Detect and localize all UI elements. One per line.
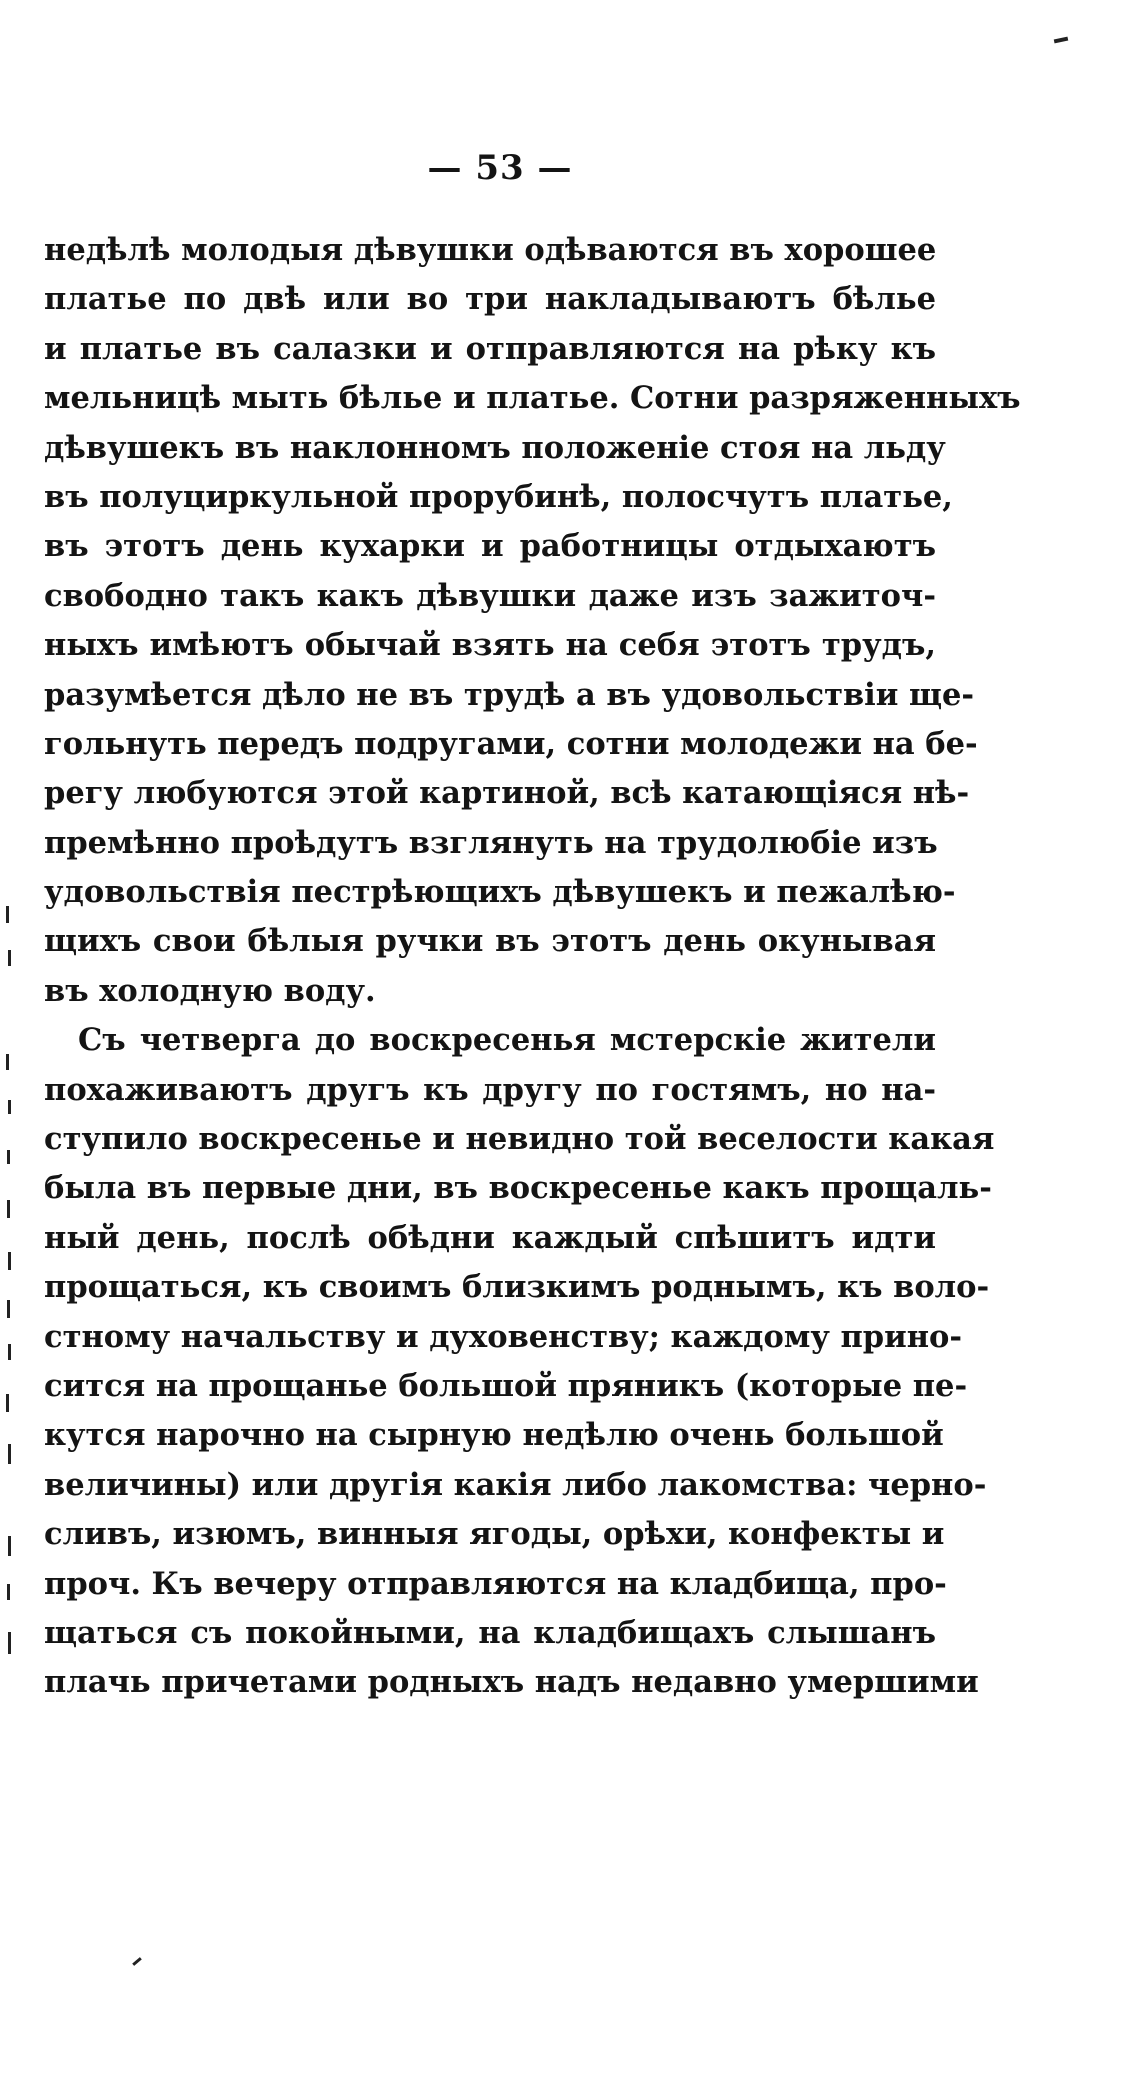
margin-mark xyxy=(6,1394,9,1412)
text-line: регу любуются этой картиной, всѣ катающіяся нѣ- xyxy=(44,775,970,812)
text-line: ный день, послѣ обѣдни каждый спѣшитъ идти xyxy=(44,1219,936,1256)
text-line: премѣнно проѣдутъ взглянуть на трудолюбіе изъ xyxy=(44,824,938,861)
stray-mark xyxy=(132,1957,142,1966)
body-text xyxy=(44,226,1021,1708)
text-line: похаживаютъ другъ къ другу по гостямъ, но на- xyxy=(44,1071,936,1108)
text-line: въ холодную воду. xyxy=(44,972,376,1009)
margin-mark xyxy=(8,1632,11,1654)
page-number: — 53 — xyxy=(427,148,573,188)
text-line: щаться съ покойными, на кладбищахъ слышанъ xyxy=(44,1614,936,1651)
text-line: свободно такъ какъ дѣвушки даже изъ зажиточ- xyxy=(44,577,936,614)
margin-mark xyxy=(8,950,11,966)
text-line: въ полуциркульной прорубинѣ, полосчутъ платье, xyxy=(44,478,953,515)
margin-mark xyxy=(6,1054,9,1070)
text-line: прощаться, къ своимъ близкимъ роднымъ, къ воло- xyxy=(44,1269,990,1306)
text-line: стному начальству и духовенству; каждому прино- xyxy=(44,1318,963,1355)
text-line: удовольствія пестрѣющихъ дѣвушекъ и пежалѣю- xyxy=(44,874,956,911)
margin-mark xyxy=(8,1100,11,1114)
text-line: платье по двѣ или во три накладываютъ бѣлье xyxy=(44,281,936,318)
margin-mark xyxy=(7,1300,10,1318)
margin-mark xyxy=(7,1150,10,1164)
text-line: Съ четверга до воскресенья мстерскіе жители xyxy=(78,1022,936,1059)
text-line: въ этотъ день кухарки и работницы отдыхаютъ xyxy=(44,528,936,565)
margin-mark xyxy=(8,1444,11,1464)
text-line: дѣвушекъ въ наклонномъ положеніе стоя на льду xyxy=(44,429,946,466)
text-line: сливъ, изюмъ, винныя ягоды, орѣхи, конфекты и xyxy=(44,1516,945,1553)
margin-mark xyxy=(7,1584,10,1600)
margin-mark-top-right xyxy=(1054,37,1069,44)
text-line: недѣлѣ молодыя дѣвушки одѣваются въ хорошее xyxy=(44,232,937,268)
text-line: сится на прощанье большой пряникъ (которые пе- xyxy=(44,1367,968,1404)
text-line: была въ первые дни, въ воскресенье какъ прощаль- xyxy=(44,1170,992,1207)
margin-mark xyxy=(7,1200,10,1218)
text-line: щихъ свои бѣлыя ручки въ этотъ день окунывая xyxy=(44,923,936,960)
text-line: плачь причетами родныхъ надъ недавно умершими xyxy=(44,1664,979,1701)
margin-mark xyxy=(6,906,9,923)
text-line: ступило воскресенье и невидно той веселости какая xyxy=(44,1121,995,1158)
margin-mark xyxy=(8,1536,11,1556)
text-line: мельницѣ мыть бѣлье и платье. Сотни разряженныхъ xyxy=(44,380,1021,417)
text-line: величины) или другія какія либо лакомства: черно- xyxy=(44,1466,987,1503)
text-line: и платье въ салазки и отправляются на рѣку къ xyxy=(44,330,936,367)
margin-mark xyxy=(8,1344,11,1360)
text-line: кутся нарочно на сырную недѣлю очень большой xyxy=(44,1417,944,1454)
text-line: проч. Къ вечеру отправляются на кладбища, про- xyxy=(44,1565,947,1602)
text-line: гольнуть передъ подругами, сотни молодежи на бе- xyxy=(44,725,978,762)
text-line: разумѣется дѣло не въ трудѣ а въ удовольствіи ще- xyxy=(44,676,975,713)
text-line: ныхъ имѣютъ обычай взять на себя этотъ трудъ, xyxy=(44,627,936,664)
margin-mark xyxy=(8,1252,11,1270)
